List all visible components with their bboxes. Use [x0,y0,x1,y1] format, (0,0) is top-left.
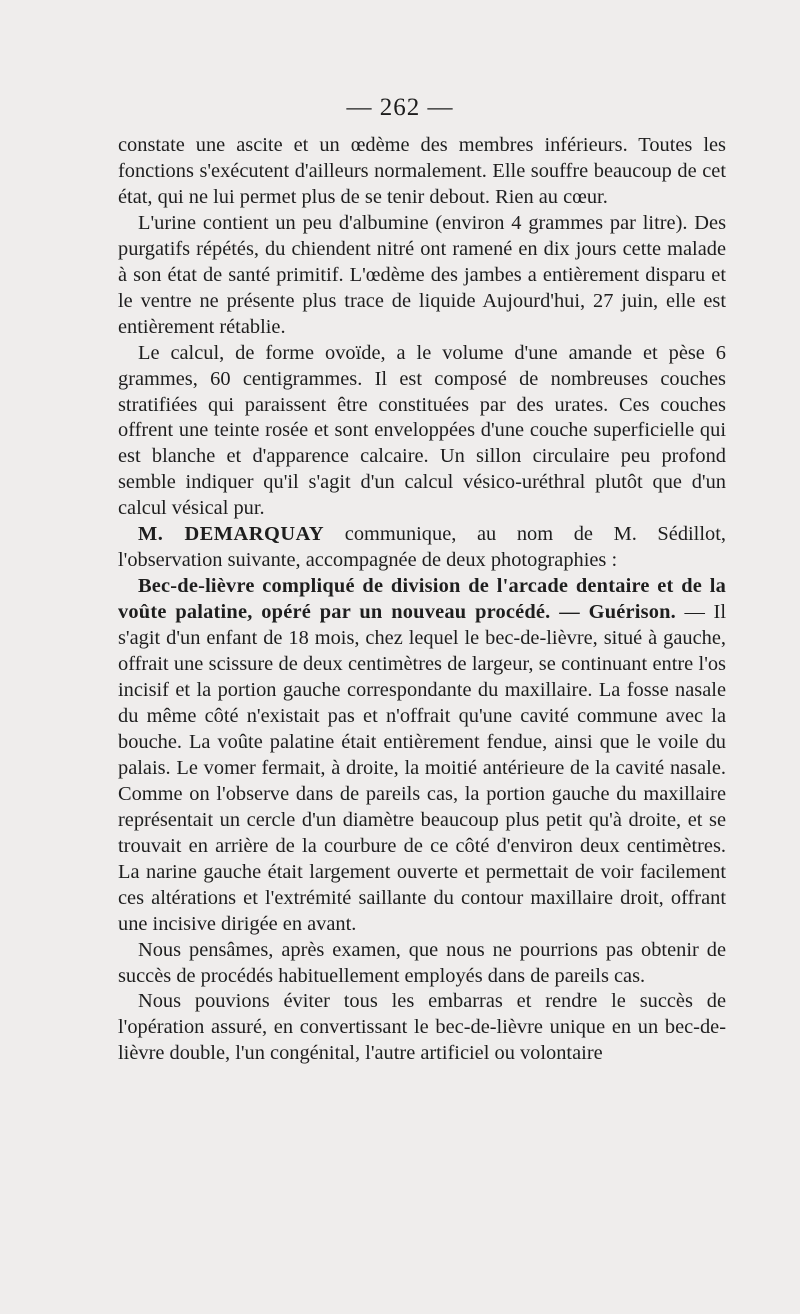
communication-text: communique, au nom de M. Sédillot, l'observation suivante, accompagnée de deux photographies : [118,523,726,572]
page-number: — 262 — [346,94,454,121]
paragraph-urine: L'urine contient un peu d'albumine (environ 4 grammes par litre). Des purgatifs répétés, du chiendent nitré ont ramené en dix jours cette malade à son état de santé primitif. L'œdème des jambes a entièrement disparu et le ventre ne présente plus trace de liquide Aujourd'hui, 27 juin, elle est entièrement rétablie. [118,211,726,338]
paragraph-communication [118,522,726,574]
observation-text: — Il s'agit d'un enfant de 18 mois, chez lequel le bec-de-lièvre, situé à gauche, offrait une scissure de deux centimètres de largeur, se continuant entre l'os incisif et la portion gauche correspondante du maxillaire. La fosse nasale du même côté n'existait pas et n'offrait qu'une cavité commune avec la bouche. La voûte palatine était entièrement fendue, ainsi que le voile du palais. Le vomer fermait, à droite, la moitié antérieure de la cavité nasale. Comme on l'observe dans de pareils cas, la portion gauche du maxillaire représentait un cercle d'un diamètre beaucoup plus petit qu'à droite, et se trouvait en arrière de la courbure de ce côté d'environ deux centimètres. La narine gauche était largement ouverte et permettait de voir facilement ces altérations et l'extrémité saillante du contour maxillaire droit, offrant une incisive dirigée en avant. [118,601,726,935]
author-name: M. DEMARQUAY [138,523,325,546]
paragraph-calcul: Le calcul, de forme ovoïde, a le volume d'une amande et pèse 6 grammes, 60 centigrammes. Il est composé de nombreuses couches stratifiées qui paraissent être constituées par des urates. Ces couches offrent une teinte rosée et sont enveloppées d'une couche superficielle qui est blanche et d'apparence calcaire. Un sillon circulaire peu profond semble indiquer qu'il s'agit d'un calcul vésico-uréthral plutôt que d'un calcul vésical pur. [118,341,726,520]
paragraph-ascite: constate une ascite et un œdème des membres inférieurs. Toutes les fonctions s'exécutent d'ailleurs normalement. Elle souffre beaucoup de cet état, qui ne lui permet plus de se tenir debout. Rien au cœur. [118,134,726,208]
paragraph-examen: Nous pensâmes, après examen, que nous ne pourrions pas obtenir de succès de procédés habituellement employés dans de pareils cas. [118,938,726,987]
paragraph-observation [118,574,726,937]
observation-heading: Bec-de-lièvre compliqué de division de l'arcade dentaire et de la voûte palatine, opéré par un nouveau procédé. — Guérison. [118,575,726,624]
paragraph-operation: Nous pouvions éviter tous les embarras et rendre le succès de l'opération assuré, en convertissant le bec-de-lièvre unique en un bec-de-lièvre double, l'un congénital, l'autre artificiel ou volontaire [118,990,726,1065]
body-text [118,133,726,1067]
